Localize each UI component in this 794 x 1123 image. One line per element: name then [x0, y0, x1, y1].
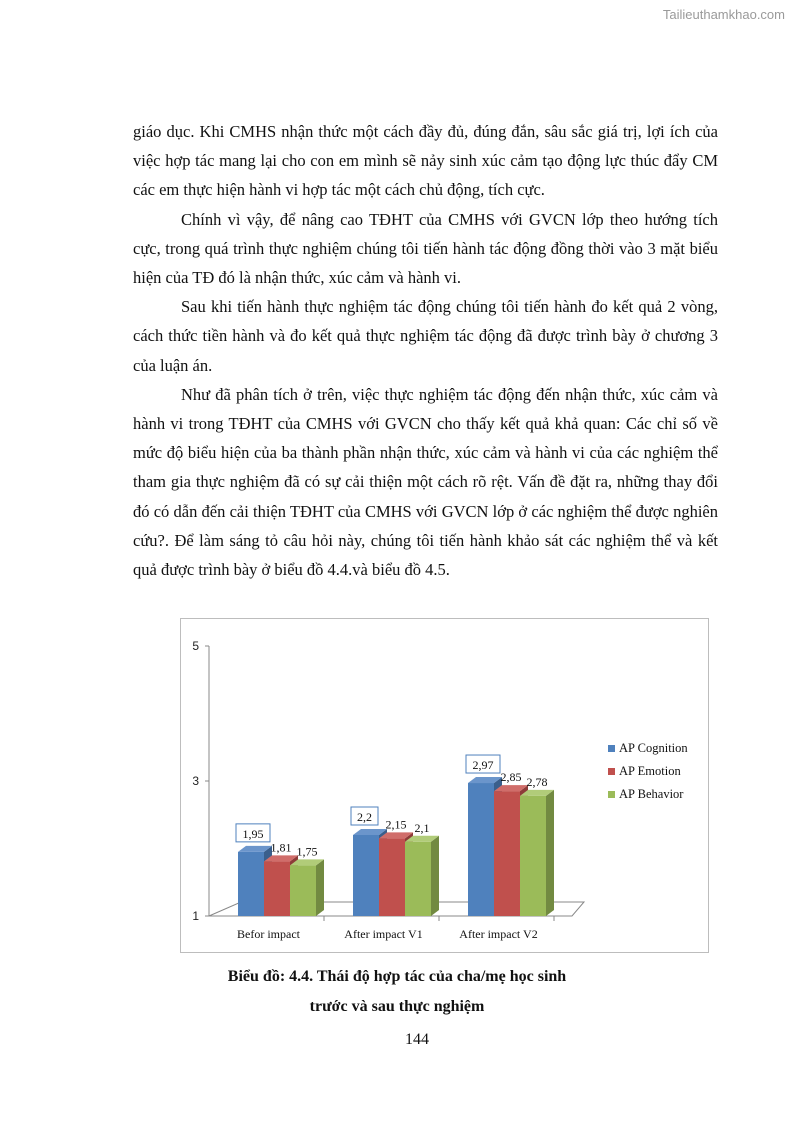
data-label: 2,2: [357, 810, 372, 824]
figure-caption-line-2: trước và sau thực nghiệm: [309, 998, 485, 1015]
data-label: 1,95: [242, 826, 264, 841]
bar-side: [546, 790, 554, 916]
data-label: 2,78: [526, 774, 548, 789]
x-category-label: After impact V1: [344, 927, 423, 941]
bar-ap-emotion: [379, 838, 405, 916]
chart-svg: [181, 619, 708, 952]
body-text: [133, 117, 718, 584]
y-tick-label: 3: [192, 774, 199, 788]
bar-ap-behavior: [290, 865, 316, 916]
legend-swatch: [608, 768, 615, 775]
paragraph-4: Như đã phân tích ở trên, việc thực nghiệm tác động đến nhận thức, xúc cảm và hành vi trong TĐHT của CMHS với GVCN cho thấy kết quả khả quan: Các chỉ số về mức độ biểu hiện của ba thành phần nhận thức, xúc cảm và hành vi của các nghiệm thể tham gia thực nghiệm đã có sự cải thiện một cách rõ rệt. Vấn đề đặt ra, những thay đổi đó có dẫn đến cải thiện TĐHT của CMHS với GVCN lớp ở các nghiệm thể được nghiên cứu?. Để làm sáng tỏ câu hỏi này, chúng tôi tiến hành khảo sát các nghiệm thể và kết quả được trình bày ở biểu đồ 4.4.và biểu đồ 4.5.: [133, 384, 718, 580]
bar-ap-cognition: [468, 783, 494, 916]
figure-caption-line-1: Biểu đồ: 4.4. Thái độ hợp tác của cha/mẹ học sinh: [227, 968, 567, 985]
bar-ap-cognition: [238, 852, 264, 916]
y-tick-label: 5: [192, 639, 199, 653]
paragraph-2: Chính vì vậy, để nâng cao TĐHT của CMHS với GVCN lớp theo hướng tích cực, trong quá trình thực nghiệm chúng tôi tiến hành tác động đồng thời vào 3 mặt biểu hiện của TĐ đó là nhận thức, xúc cảm và hành vi.: [133, 209, 718, 288]
bar-ap-emotion: [264, 861, 290, 916]
bar-ap-behavior: [520, 796, 546, 916]
y-tick-label: 1: [192, 909, 199, 923]
data-label: 1,75: [296, 844, 318, 859]
data-label: 2,85: [500, 770, 522, 785]
data-label: 1,81: [270, 840, 292, 855]
page-number: 144: [405, 1031, 429, 1048]
legend-swatch: [608, 745, 615, 752]
bar-side: [431, 836, 439, 916]
bar-side: [316, 859, 324, 916]
legend-label: AP Emotion: [619, 764, 681, 778]
legend-swatch: [608, 791, 615, 798]
bar-ap-cognition: [353, 835, 379, 916]
paragraph-1: giáo dục. Khi CMHS nhận thức một cách đầy đủ, đúng đắn, sâu sắc giá trị, lợi ích của việc hợp tác mang lại cho con em mình sẽ nảy sinh xúc cảm tạo động lực thúc đẩy CM các em thực hiện hành vi hợp tác một cách chủ động, tích cực.: [133, 122, 718, 200]
paragraph-3: Sau khi tiến hành thực nghiệm tác động chúng tôi tiến hành đo kết quả 2 vòng, cách thức tiền hành và đo kết quả thực nghiệm tác động đã được trình bày ở chương 3 của luận án.: [133, 297, 718, 375]
data-label: 2,15: [385, 817, 407, 832]
data-label: 2,1: [414, 820, 430, 835]
x-category-label: Befor impact: [237, 927, 300, 941]
x-category-label: After impact V2: [459, 927, 538, 941]
bar-chart: [180, 618, 709, 953]
legend-label: AP Cognition: [619, 741, 688, 755]
legend-label: AP Behavior: [619, 787, 684, 801]
watermark: Tailieuthamkhao.com: [662, 7, 785, 22]
bar-ap-behavior: [405, 842, 431, 916]
data-label: 2,97: [472, 758, 494, 773]
bar-ap-emotion: [494, 791, 520, 916]
